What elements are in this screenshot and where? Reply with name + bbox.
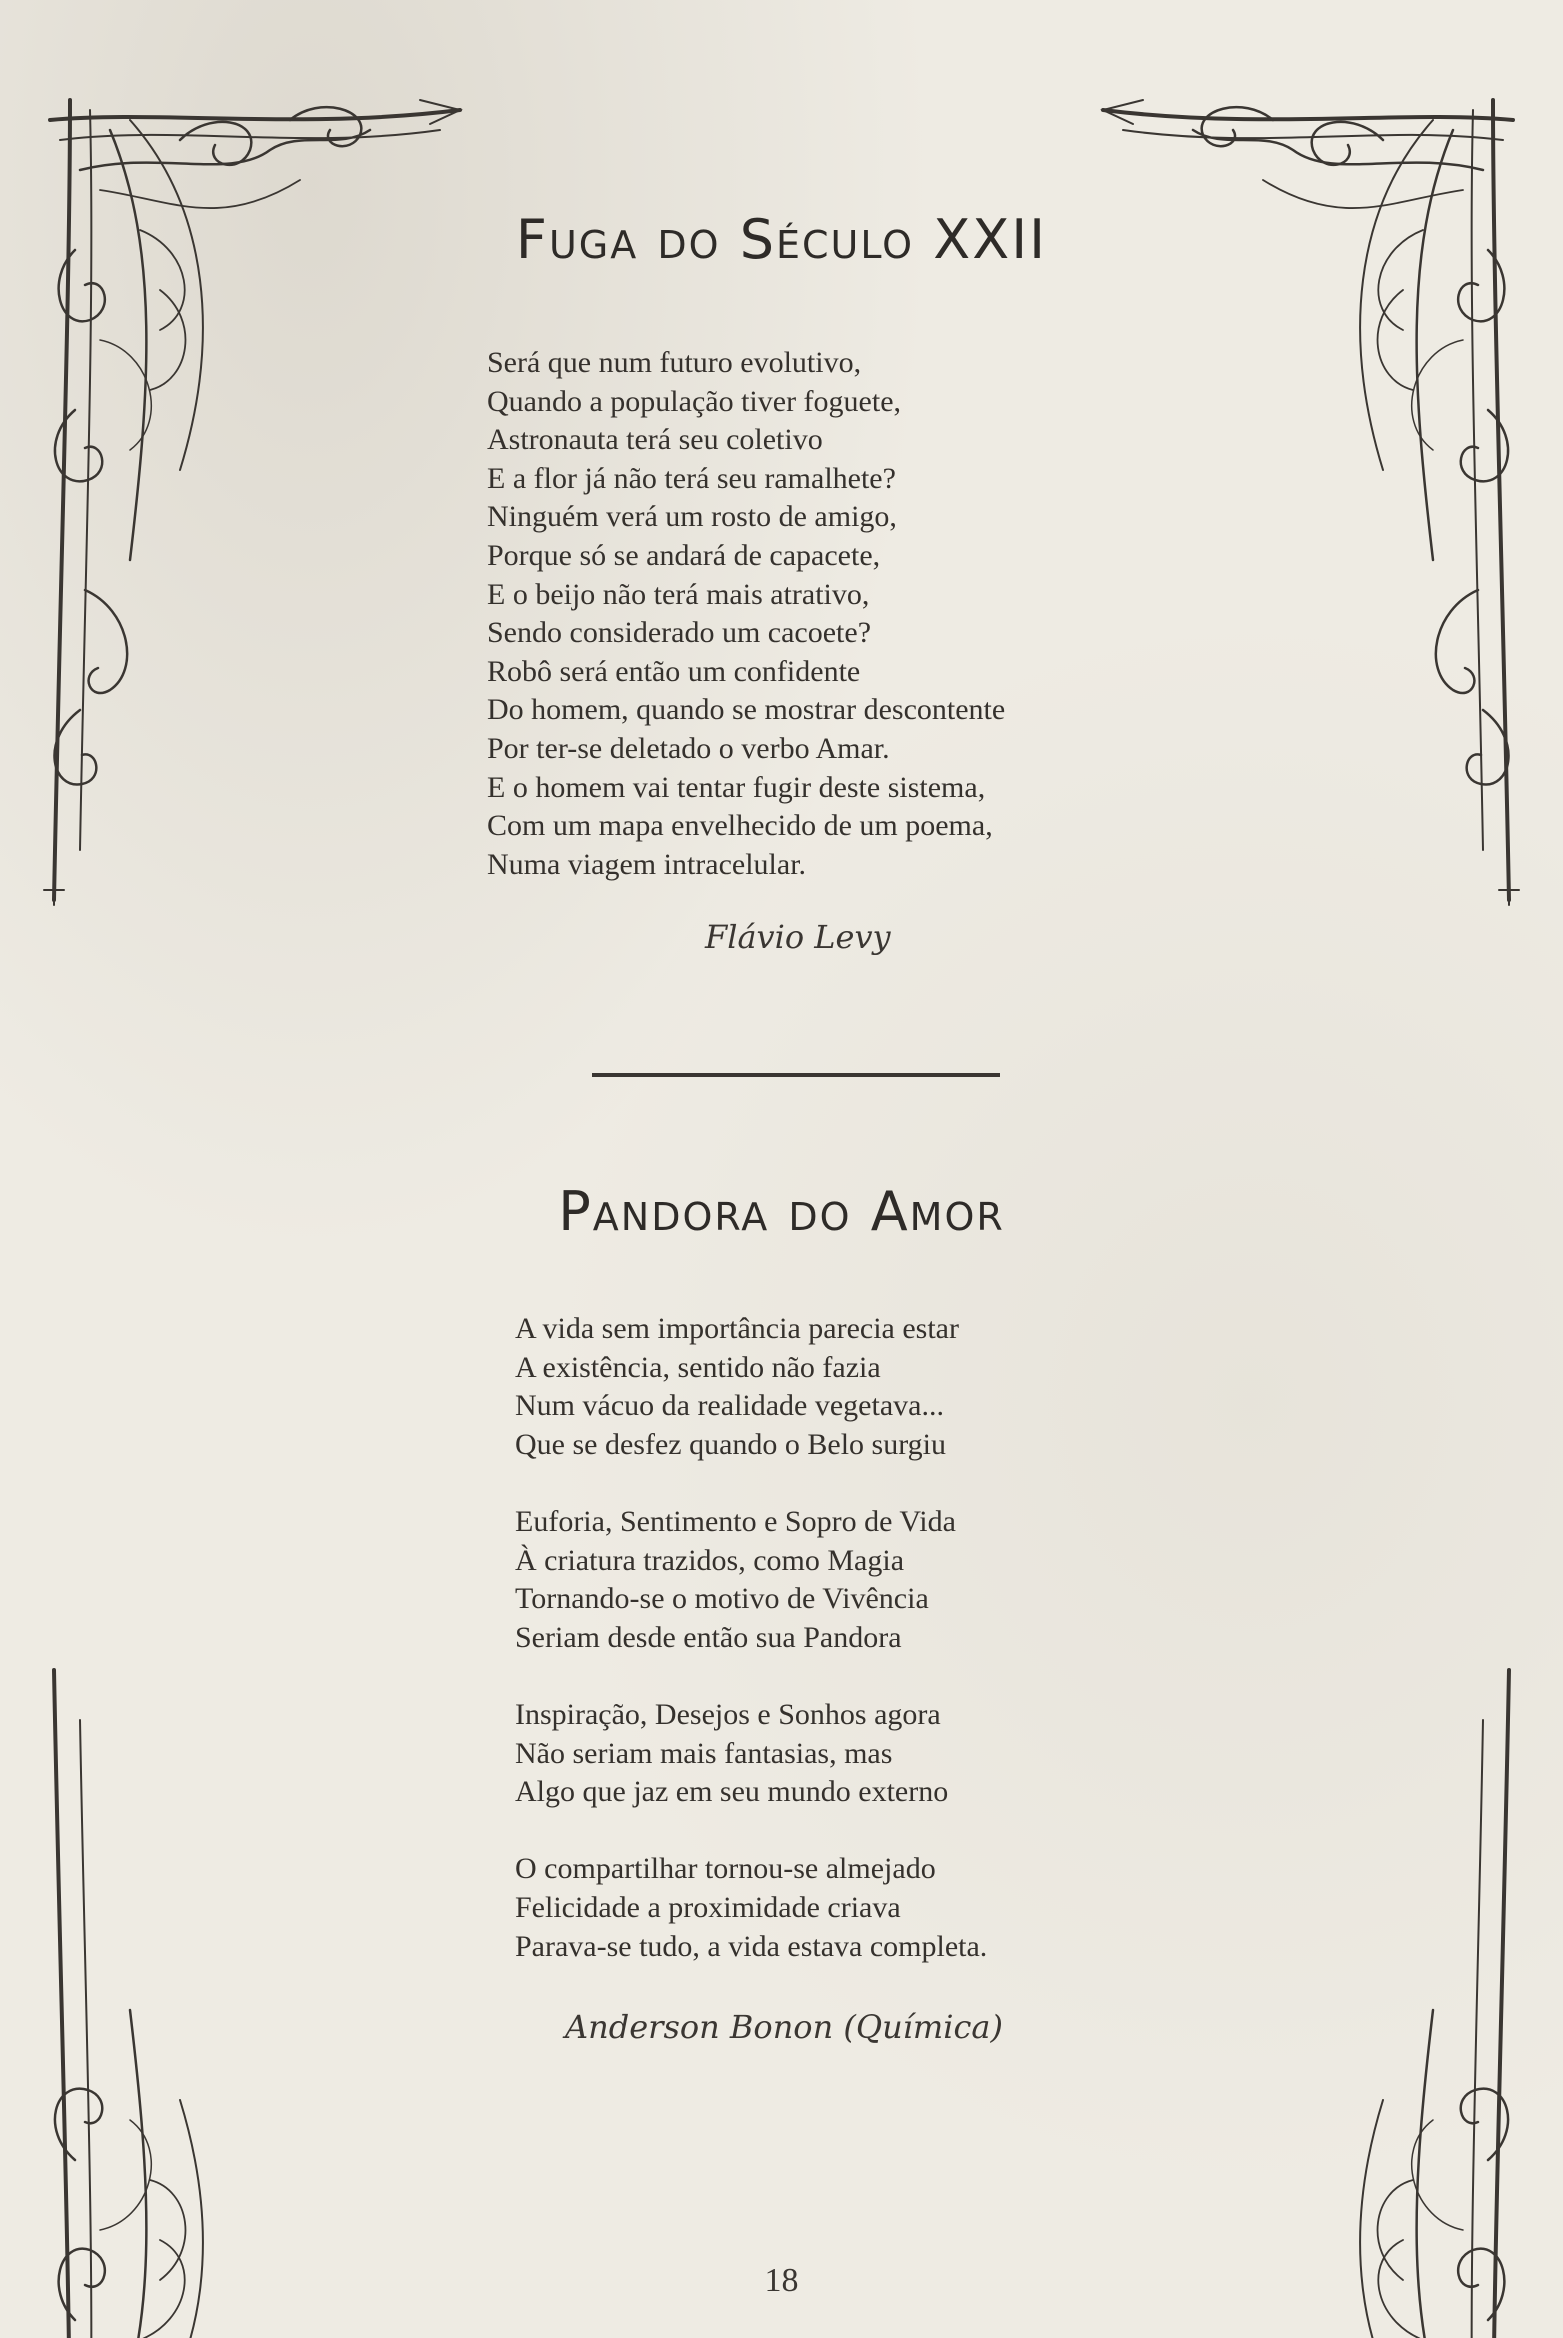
poem-line: E a flor já não terá seu ramalhete? — [487, 461, 896, 495]
poem-line: Que se desfez quando o Belo surgiu — [515, 1427, 947, 1461]
poem-line: Felicidade a proximidade criava — [515, 1890, 901, 1924]
poem2-author-signature: Anderson Bonon (Química) — [565, 2008, 1003, 2046]
poem-line: Será que num futuro evolutivo, — [487, 346, 862, 379]
section-divider — [592, 1073, 1000, 1077]
poem-line: Do homem, quando se mostrar descontente — [487, 693, 1006, 727]
poem-line: Astronauta terá seu coletivo — [487, 423, 823, 457]
poem1-body — [487, 344, 1005, 884]
poem-line: E o beijo não terá mais atrativo, — [487, 577, 870, 611]
poem-line: Parava-se tudo, a vida estava completa. — [515, 1929, 988, 1963]
poem2-title: Pandora do Amor — [558, 1180, 1005, 1243]
poem-line: Por ter-se deletado o verbo Amar. — [487, 731, 890, 765]
poem-line: A existência, sentido não fazia — [515, 1350, 881, 1384]
poem1-title: Fuga do Século XXII — [515, 208, 1048, 271]
poem-line: Robô será então um confidente — [487, 654, 861, 688]
poem-line: Inspiração, Desejos e Sonhos agora — [515, 1697, 941, 1731]
poem-line: Não seriam mais fantasias, mas — [515, 1736, 893, 1770]
stanza-break — [515, 1812, 987, 1851]
poem-line: Com um mapa envelhecido de um poema, — [487, 809, 993, 843]
stanza-break — [515, 1657, 987, 1696]
poem-line: Tornando-se o motivo de Vivência — [515, 1582, 929, 1616]
poem1-author-signature: Flávio Levy — [705, 918, 891, 956]
poem-line: À criatura trazidos, como Magia — [515, 1543, 905, 1577]
poem-line: Porque só se andará de capacete, — [487, 538, 881, 572]
poem-line: Euforia, Sentimento e Sopro de Vida — [515, 1504, 956, 1538]
poem-line: Seriam desde então sua Pandora — [515, 1620, 902, 1654]
poem-line: Num vácuo da realidade vegetava... — [515, 1389, 944, 1423]
poem-line: E o homem vai tentar fugir deste sistema, — [487, 770, 986, 804]
poem-line: Algo que jaz em seu mundo externo — [515, 1775, 949, 1809]
corner-ornament-icon — [1093, 1660, 1523, 2338]
poem-line: Quando a população tiver foguete, — [487, 384, 902, 418]
poem-line: Ninguém verá um rosto de amigo, — [487, 500, 897, 534]
stanza-break — [515, 1464, 987, 1503]
corner-ornament-icon — [40, 1660, 470, 2338]
poem-line: Numa viagem intracelular. — [487, 847, 807, 881]
page-number: 18 — [764, 2262, 799, 2299]
poem2-body — [515, 1310, 987, 1966]
poem-line: A vida sem importância parecia estar — [515, 1312, 959, 1345]
poem-line: Sendo considerado um cacoete? — [487, 616, 872, 650]
poem-line: O compartilhar tornou-se almejado — [515, 1852, 936, 1886]
